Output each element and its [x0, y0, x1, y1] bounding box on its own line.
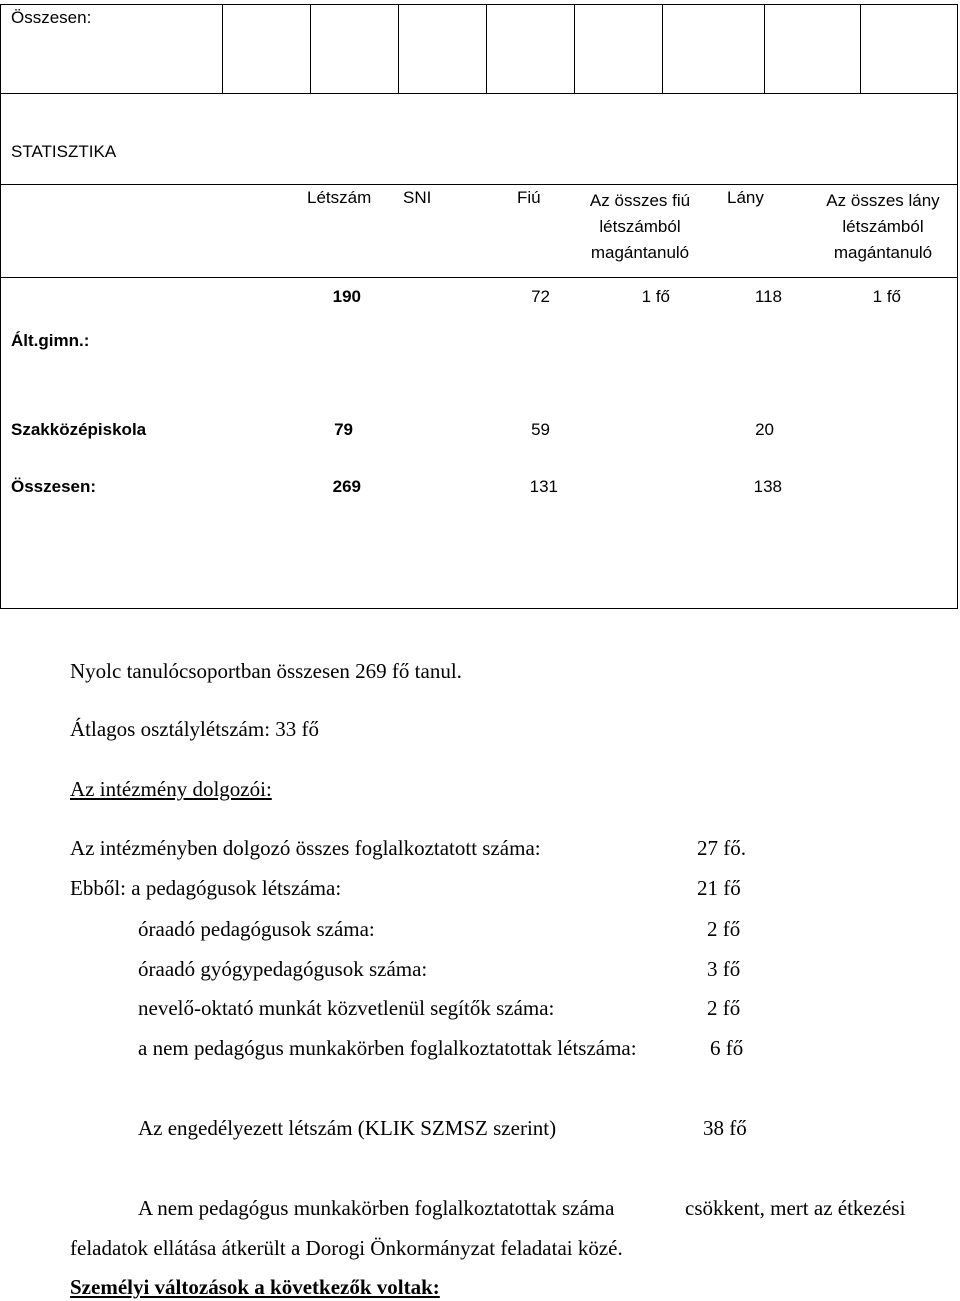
staff-teachers-value: 21 fő [697, 876, 741, 900]
staff-total-label: Az intézményben dolgozó összes foglalkoztatott száma: [70, 836, 541, 860]
row-total-label: Összesen: [11, 477, 97, 496]
approved-label: Az engedélyezett létszám (KLIK SZMSZ szerint) [138, 1116, 557, 1140]
header-fiu-magan-line3: magántanuló [590, 243, 690, 262]
paragraph-line1-b: csökkent, mert az étkezési [685, 1196, 906, 1220]
paragraph-line1-a: A nem pedagógus munkakörben foglalkoztatottak száma [138, 1196, 615, 1220]
stats-heading: STATISZTIKA [11, 142, 117, 161]
staff-non-teaching-label: a nem pedagógus munkakörben foglalkoztatottak létszáma: [138, 1036, 637, 1060]
staff-assistants-value: 2 fő [707, 996, 741, 1020]
header-fiu-magan-line1: Az összes fiú [589, 191, 691, 210]
staff-teachers-label: Ebből: a pedagógusok létszáma: [70, 876, 342, 900]
staff-assistants-label: nevelő-oktató munkát közvetlenül segítők száma: [138, 996, 555, 1020]
row-agimn-fiu: 72 [531, 287, 550, 306]
header-lany-magan-line2: létszámból [842, 217, 924, 236]
row-szakkozep-letszam: 79 [334, 420, 353, 439]
groups-text: Nyolc tanulócsoportban összesen 269 fő tanul. [70, 659, 462, 683]
row-agimn-lany: 118 [754, 287, 782, 306]
header-lany-magan-line1: Az összes lány [826, 191, 940, 210]
header-lany-magan-line3: magántanuló [833, 243, 933, 262]
row-szakkozep-fiu: 59 [531, 420, 550, 439]
header-fiu: Fiú [517, 188, 541, 207]
header-fiu-magan [576, 188, 704, 266]
paragraph-line2: feladatok ellátása átkerült a Dorogi Önkormányzat feladatai közé. [70, 1236, 623, 1260]
average-text: Átlagos osztálylétszám: 33 fő [70, 717, 320, 741]
row-agimn-lany-magan: 1 fő [872, 287, 901, 306]
header-letszam: Létszám [307, 188, 372, 207]
approved-value: 38 fő [703, 1116, 747, 1140]
staff-heading: Az intézmény dolgozói: [70, 777, 272, 801]
row-szakkozep-lany: 20 [755, 420, 774, 439]
row-total-letszam: 269 [332, 477, 361, 496]
staff-hourly-teachers-value: 2 fő [707, 917, 741, 941]
row-szakkozep-label: Szakközépiskola [11, 420, 147, 439]
row-agimn-fiu-magan: 1 fő [641, 287, 670, 306]
header-sni: SNI [403, 188, 432, 207]
staff-non-teaching-value: 6 fő [710, 1036, 744, 1060]
staff-hourly-special-label: óraadó gyógypedagógusok száma: [138, 957, 428, 981]
row-agimn-label: Ált.gimn.: [11, 331, 90, 350]
top-total-label: Összesen: [11, 8, 92, 27]
row-total-fiu: 131 [529, 477, 558, 496]
row-total-lany: 138 [753, 477, 782, 496]
staff-hourly-special-value: 3 fő [707, 957, 741, 981]
header-lany-magan [816, 188, 950, 266]
header-lany: Lány [727, 188, 764, 207]
changes-heading: Személyi változások a következők voltak: [70, 1275, 440, 1299]
row-agimn-letszam: 190 [332, 287, 361, 306]
header-fiu-magan-line2: létszámból [599, 217, 681, 236]
staff-total-value: 27 fő. [697, 836, 746, 860]
staff-hourly-teachers-label: óraadó pedagógusok száma: [138, 917, 375, 941]
